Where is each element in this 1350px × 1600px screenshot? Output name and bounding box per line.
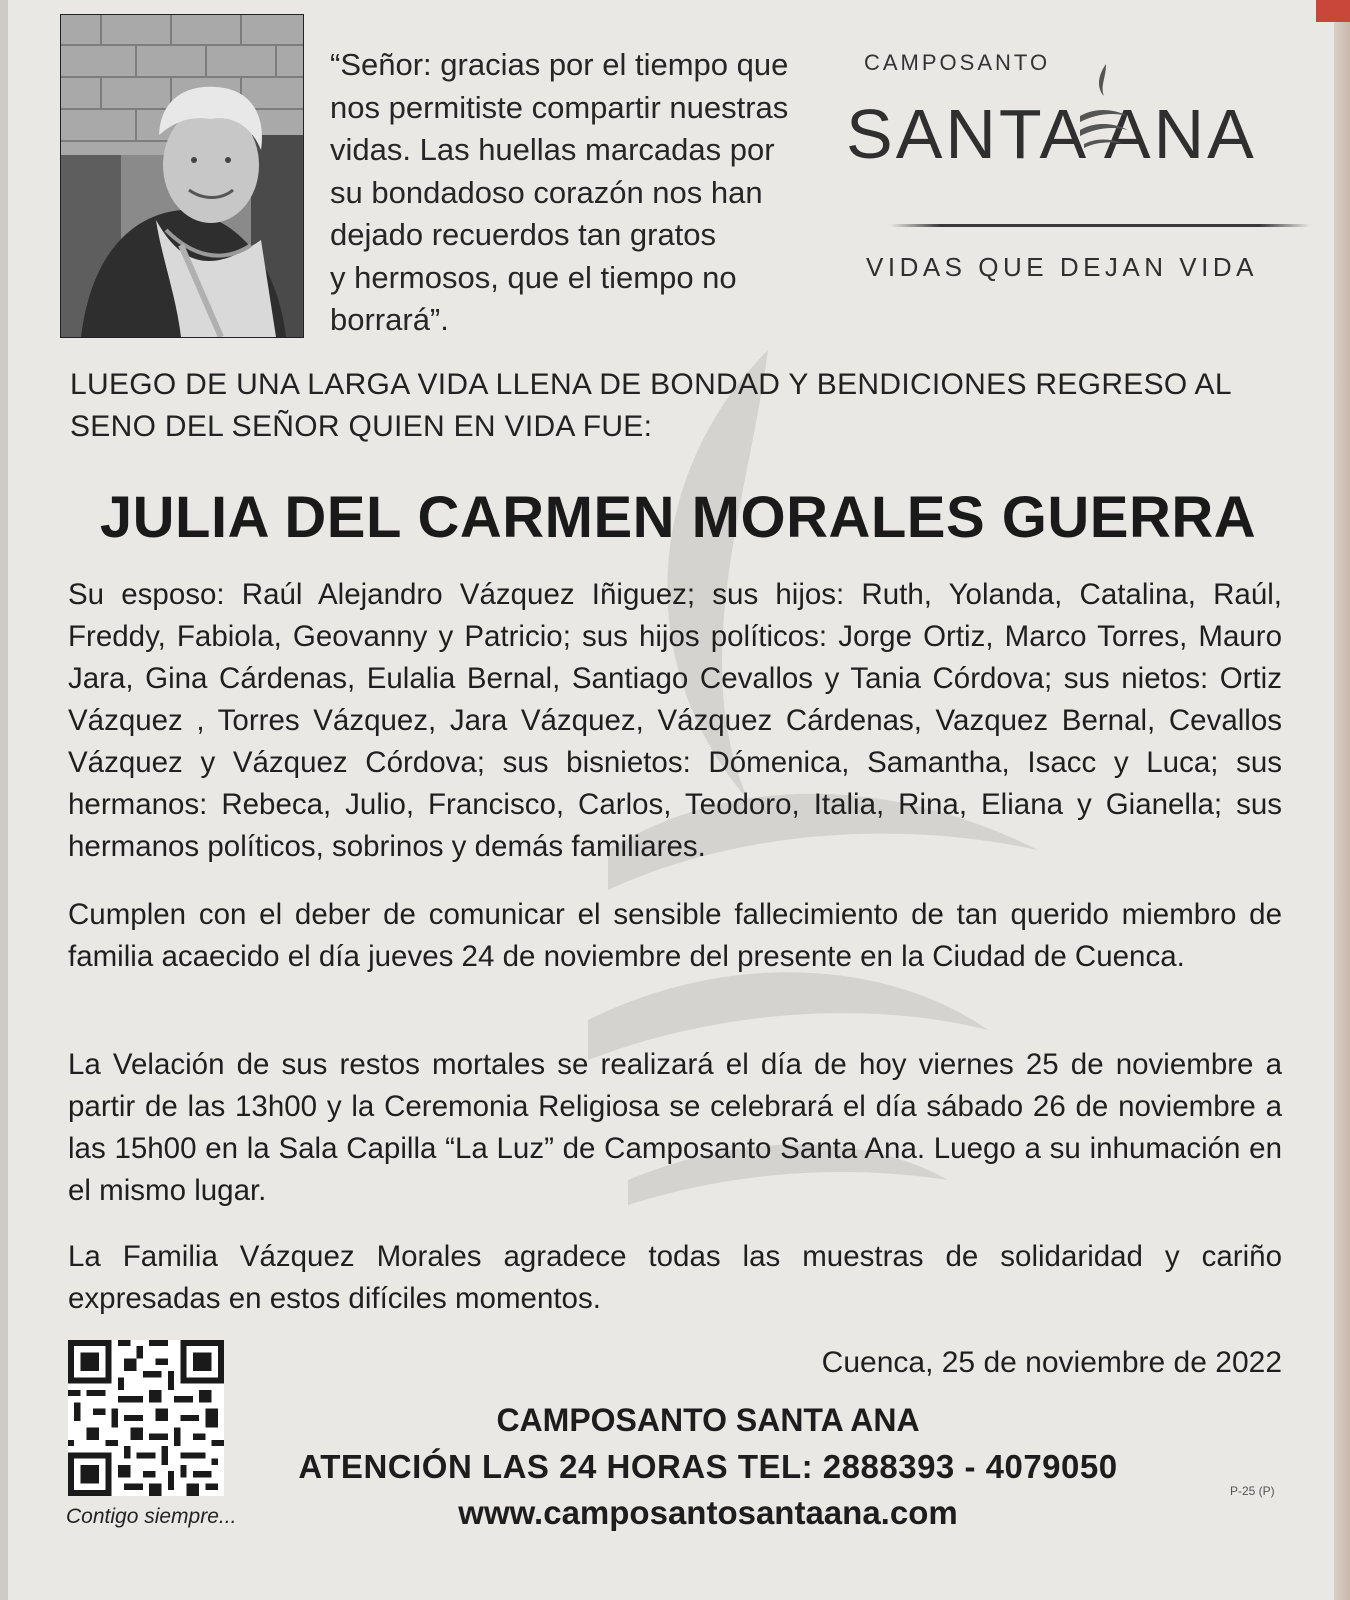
logo-tagline: VIDAS QUE DEJAN VIDA (866, 252, 1258, 282)
quote-line: vidas. Las huellas marcadas por (330, 132, 775, 167)
qr-caption: Contigo siempre... (66, 1505, 237, 1528)
qr-code[interactable] (68, 1340, 224, 1496)
footer-company: CAMPOSANTO SANTA ANA (496, 1402, 920, 1438)
obituary-notice (8, 0, 1334, 1600)
quote-line: “Señor: gracias por el tiempo que (330, 47, 789, 82)
announcement-paragraph: Cumplen con el deber de comunicar el sensible fallecimiento de tan querido miembro de familia acaecido el día jueves 24 de noviembre del presente en la Ciudad de Cuenca. (68, 898, 1282, 973)
camposanto-logo (846, 44, 1296, 282)
quote-line: y hermosos, que el tiempo no (330, 259, 737, 295)
ad-code: P-25 (P) (1230, 1484, 1275, 1498)
red-corner-strip (1316, 0, 1350, 22)
deceased-photo (60, 14, 304, 338)
logo-divider (890, 224, 1310, 227)
intro-text: LUEGO DE UNA LARGA VIDA LLENA DE BONDAD Y BENDICIONES REGRESO AL SENO DEL SEÑOR QUIEN EN VIDA FUE: (70, 368, 1231, 443)
quote-line: dejado recuerdos tan gratos (330, 217, 717, 252)
deceased-name: JULIA DEL CARMEN MORALES GUERRA (99, 485, 1257, 550)
logo-name: SANTA ANA (846, 95, 1257, 173)
page-edge (1334, 0, 1350, 1600)
flame-icon (1076, 60, 1132, 160)
date-line: Cuenca, 25 de noviembre de 2022 (821, 1346, 1282, 1379)
footer-website-link[interactable]: www.camposantosantaana.com (458, 1494, 958, 1531)
quote-line: su bondadoso corazón nos han (330, 174, 763, 210)
family-paragraph: Su esposo: Raúl Alejandro Vázquez Iñiguez; sus hijos: Ruth, Yolanda, Catalina, Raúl, Freddy, Fabiola, Geovanny y Patricio; sus hijos políticos: Jorge Ortiz, Marco Torres, Mauro Jara, Gina Cárdenas, Eulalia Bernal, Santiago Cevallos y Tania Córdova; sus nietos: Ortiz Vázquez , Torres Vázquez, Jara Vázquez, Vázquez Cárdenas, Vazquez Bernal, Cevallos Vázquez y Vázquez Córdova; sus bisnietos: Dómenica, Samantha, Isacc y Luca; sus hermanos: Rebeca, Julio, Francisco, Carlos, Teodoro, Italia, Rina, Eliana y Gianella; sus hermanos políticos, sobrinos y demás familiares. (68, 578, 1282, 863)
logo-top-text: CAMPOSANTO (864, 50, 1051, 75)
thanks-paragraph: La Familia Vázquez Morales agradece todas las muestras de solidaridad y cariño expresadas en estos difíciles momentos. (68, 1240, 1282, 1315)
footer-phone: ATENCIÓN LAS 24 HORAS TEL: 2888393 - 4079050 (298, 1448, 1118, 1485)
quote-line: nos permitiste compartir nuestras (330, 89, 789, 125)
quote-text (330, 44, 820, 342)
quote-line: borrará”. (330, 302, 449, 337)
ceremony-paragraph: La Velación de sus restos mortales se realizará el día de hoy viernes 25 de noviembre a partir de las 13h00 y la Ceremonia Religiosa se celebrará el día sábado 26 de noviembre a las 15h00 en la Sala Capilla “La Luz” de Camposanto Santa Ana. Luego a su inhumación en el mismo lugar. (68, 1048, 1282, 1207)
